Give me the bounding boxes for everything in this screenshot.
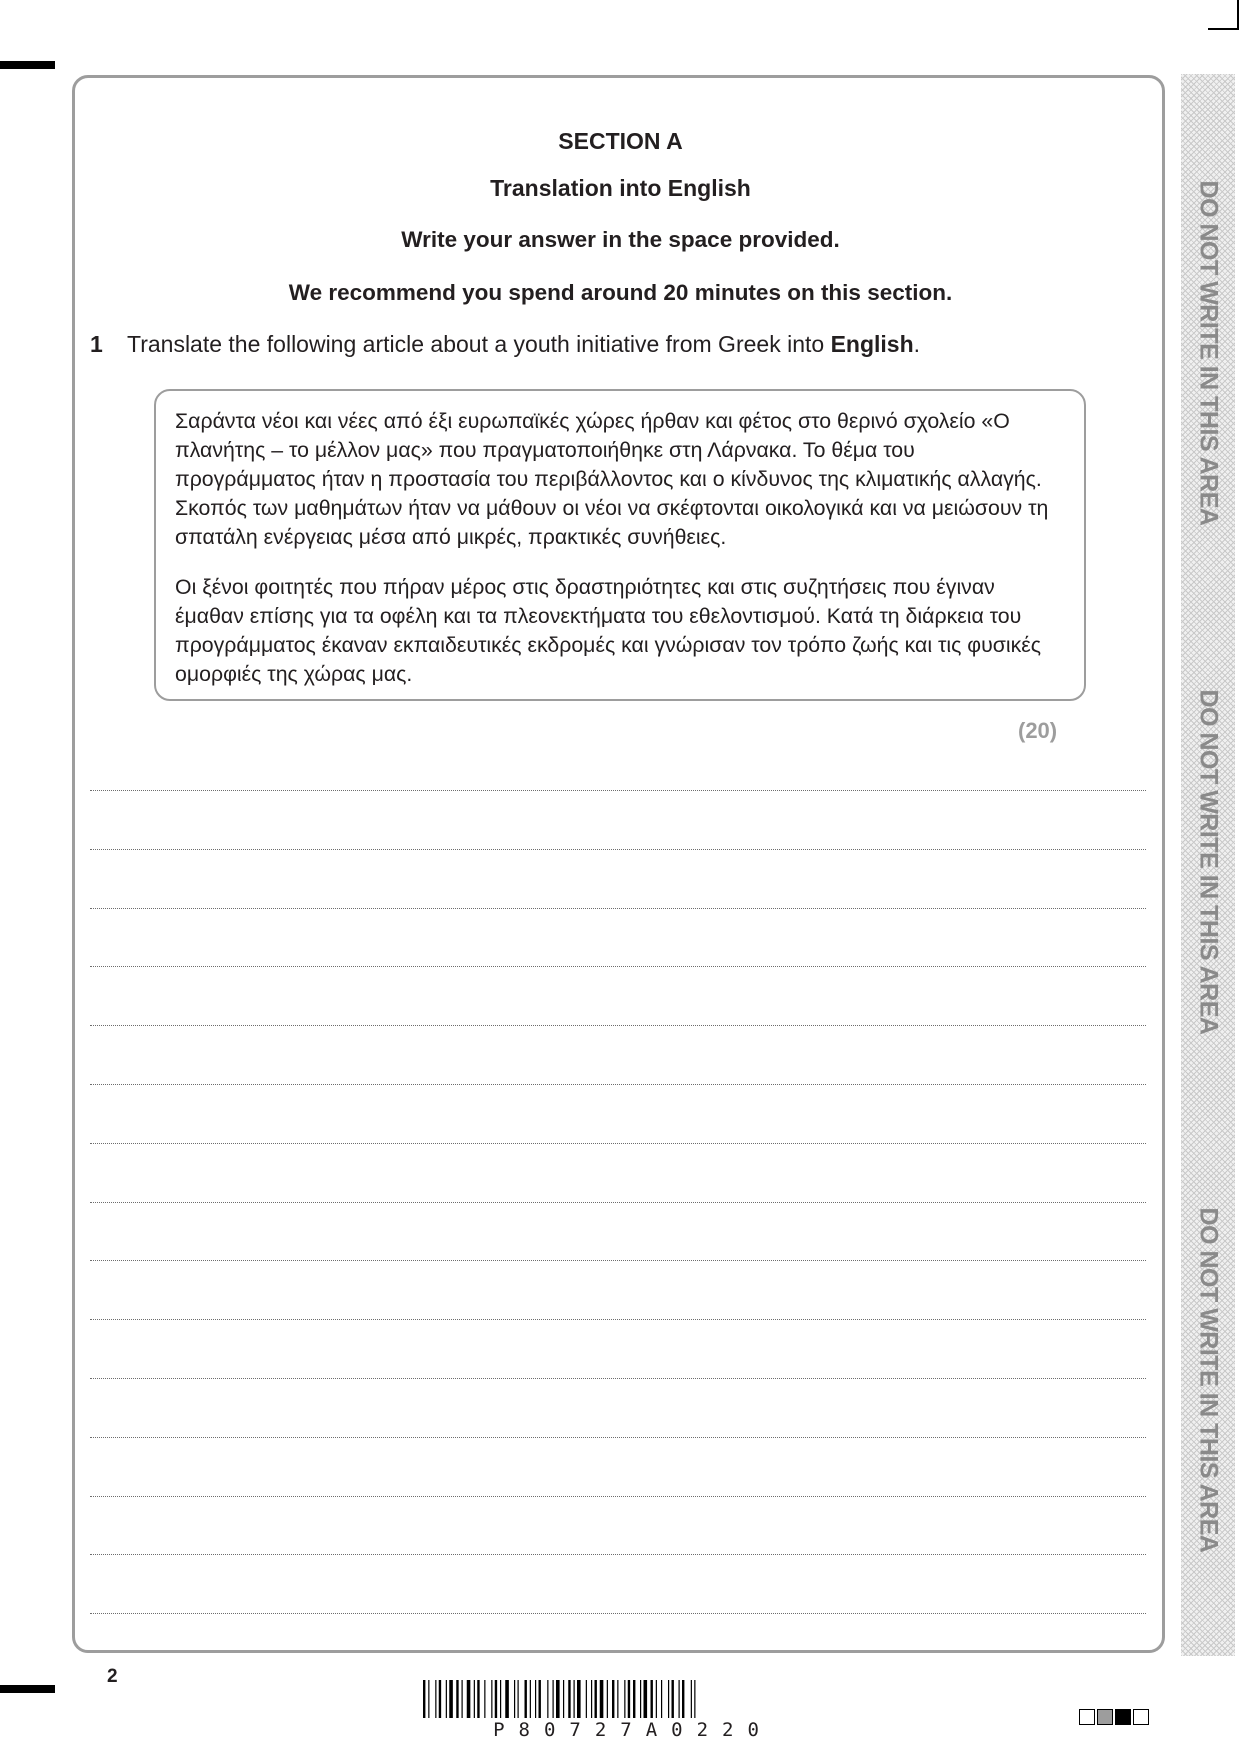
indicator-square-grey bbox=[1097, 1709, 1113, 1725]
barcode-bar bbox=[624, 1680, 625, 1718]
crop-mark-top-right-vertical bbox=[1237, 0, 1239, 30]
barcode-bar bbox=[651, 1680, 653, 1718]
question-number: 1 bbox=[90, 331, 103, 357]
barcode-bar bbox=[644, 1680, 648, 1718]
barcode-bar bbox=[500, 1680, 501, 1718]
indicator-square-empty bbox=[1133, 1709, 1149, 1725]
barcode-bar bbox=[428, 1680, 429, 1718]
answer-line[interactable] bbox=[90, 966, 1146, 967]
answer-line[interactable] bbox=[90, 908, 1146, 909]
barcode-bar bbox=[495, 1680, 497, 1718]
barcode-bar bbox=[539, 1680, 541, 1718]
barcode-bar bbox=[586, 1680, 587, 1718]
barcode-bar bbox=[491, 1680, 492, 1718]
barcode-bar bbox=[607, 1680, 608, 1718]
barcode-bar bbox=[514, 1680, 515, 1718]
barcode-bar bbox=[449, 1680, 453, 1718]
barcode-bar bbox=[535, 1680, 536, 1718]
barcode-text: P80727A0220 bbox=[493, 1719, 773, 1741]
page-indicator-squares bbox=[1079, 1709, 1151, 1725]
barcode-bar bbox=[505, 1680, 509, 1718]
answer-line[interactable] bbox=[90, 1202, 1146, 1203]
barcode-bar bbox=[591, 1680, 592, 1718]
barcode-bar bbox=[477, 1680, 479, 1718]
question-text-bold: English bbox=[830, 331, 914, 357]
barcode bbox=[423, 1680, 843, 1718]
barcode-bar bbox=[577, 1680, 581, 1718]
barcode-bar bbox=[679, 1680, 680, 1718]
barcode-bar bbox=[456, 1680, 458, 1718]
barcode-bar bbox=[668, 1680, 669, 1718]
question-marks: (20) bbox=[1018, 718, 1058, 743]
greek-passage-box bbox=[154, 389, 1086, 701]
answer-line[interactable] bbox=[90, 1613, 1146, 1614]
barcode-bar bbox=[633, 1680, 635, 1718]
indicator-square-black bbox=[1115, 1709, 1131, 1725]
crop-mark-top-right-horizontal bbox=[1208, 28, 1239, 30]
passage-paragraph: Σαράντα νέοι και νέες από έξι ευρωπαϊκές χώρες ήρθαν και φέτος στο θερινό σχολείο «Ο πλανήτης – το μέλλον μας» που πραγματοποιήθηκε στη Λάρνακα. Το θέμα του προγράμματος ήταν η προστασία του περιβάλλοντος και ο κίνδυνος της κλιματικής αλλαγής. Σκοπός των μαθημάτων ήταν να μάθουν οι νέοι να σκέφτονται οικολογικά και να μειώσουν τη σπατάλη ενέργειας μέσα από μικρές, πρακτικές συνήθειες. bbox=[175, 409, 1049, 549]
barcode-bar bbox=[439, 1680, 441, 1718]
barcode-bar bbox=[672, 1680, 674, 1718]
answer-line[interactable] bbox=[90, 1260, 1146, 1261]
barcode-bar bbox=[568, 1680, 570, 1718]
barcode-bar bbox=[628, 1680, 630, 1718]
answer-line[interactable] bbox=[90, 1025, 1146, 1026]
answer-line[interactable] bbox=[90, 1143, 1146, 1144]
barcode-bar bbox=[612, 1680, 614, 1718]
question-text-end: . bbox=[913, 331, 921, 357]
barcode-bar bbox=[682, 1680, 684, 1718]
indicator-square-empty bbox=[1079, 1709, 1095, 1725]
barcode-bar bbox=[518, 1680, 519, 1718]
barcode-bar bbox=[435, 1680, 436, 1718]
barcode-bar bbox=[423, 1680, 425, 1718]
barcode-bar bbox=[474, 1680, 475, 1718]
answer-line[interactable] bbox=[90, 1554, 1146, 1555]
barcode-bar bbox=[574, 1680, 575, 1718]
barcode-bar bbox=[446, 1680, 447, 1718]
barcode-bar bbox=[553, 1680, 554, 1718]
answer-line[interactable] bbox=[90, 1084, 1146, 1085]
section-subtitle: Translation into English bbox=[490, 175, 751, 201]
barcode-bar bbox=[640, 1680, 641, 1718]
barcode-bar bbox=[694, 1680, 695, 1718]
crop-mark-bottom-left bbox=[0, 1685, 55, 1693]
answer-line[interactable] bbox=[90, 849, 1146, 850]
barcode-bar bbox=[467, 1680, 471, 1718]
barcode-bar bbox=[595, 1680, 597, 1718]
passage-paragraph: Οι ξένοι φοιτητές που πήραν μέρος στις δραστηριότητες και στις συζητήσεις που έγιναν έμαθαν επίσης για τα οφέλη και τα πλεονεκτήματα του εθελοντισμού. Κατά τη διάρκεια του προγράμματος έκαναν εκπαιδευτικές εκδρομές και γνώρισαν τον τρόπο ζωής και τις φυσικές ομορφιές της χώρας μας. bbox=[175, 575, 1042, 686]
answer-line[interactable] bbox=[90, 790, 1146, 791]
barcode-bar bbox=[656, 1680, 657, 1718]
barcode-bar bbox=[525, 1680, 527, 1718]
barcode-bar bbox=[484, 1680, 485, 1718]
barcode-bar bbox=[530, 1680, 531, 1718]
answer-line[interactable] bbox=[90, 1319, 1146, 1320]
barcode-bar bbox=[600, 1680, 604, 1718]
barcode-bar bbox=[661, 1680, 662, 1718]
instruction-time: We recommend you spend around 20 minutes on this section. bbox=[288, 280, 953, 305]
barcode-bar bbox=[617, 1680, 618, 1718]
crop-mark-top-left bbox=[0, 61, 55, 69]
barcode-bar bbox=[563, 1680, 564, 1718]
barcode-bar bbox=[547, 1680, 548, 1718]
section-heading: SECTION A bbox=[558, 128, 683, 154]
page-number: 2 bbox=[107, 1666, 118, 1687]
answer-line[interactable] bbox=[90, 1437, 1146, 1438]
barcode-bar bbox=[556, 1680, 560, 1718]
barcode-bar bbox=[462, 1680, 463, 1718]
answer-line[interactable] bbox=[90, 1496, 1146, 1497]
barcode-bar bbox=[691, 1680, 692, 1718]
question-text bbox=[127, 331, 920, 358]
answer-line[interactable] bbox=[90, 1378, 1146, 1379]
page-frame bbox=[72, 75, 1165, 1653]
question-text-main: Translate the following article about a youth initiative from Greek into bbox=[127, 331, 831, 357]
instruction-answer-space: Write your answer in the space provided. bbox=[401, 227, 840, 252]
